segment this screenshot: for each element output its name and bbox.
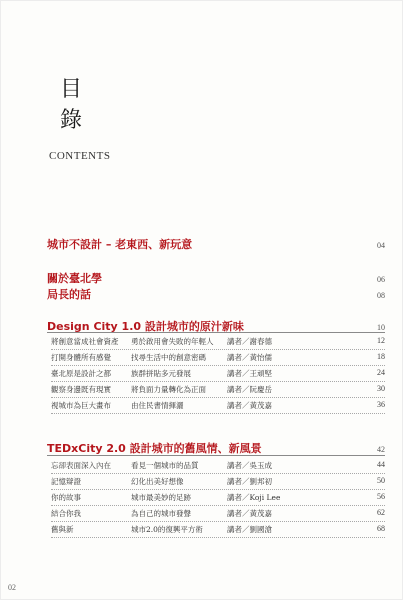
entry-speaker: 講者／謝春德 xyxy=(227,337,272,346)
entry-subtitle: 為自己的城市發聲 xyxy=(131,509,191,518)
dotted-leader xyxy=(51,521,385,522)
entry-page-number: 68 xyxy=(377,524,385,533)
section-page-number: 08 xyxy=(377,291,385,300)
entry-topic: 將創意當成社會資產 xyxy=(51,337,119,346)
toc-entry[interactable] xyxy=(51,476,385,490)
entry-speaker: 講者／黃怡儒 xyxy=(227,353,272,362)
entry-subtitle: 將負面力量轉化為正面 xyxy=(131,385,206,394)
entry-topic: 記憶辯證 xyxy=(51,477,81,486)
section-heading-director-words[interactable] xyxy=(47,286,385,302)
entry-speaker: 講者／劉邦初 xyxy=(227,477,272,486)
section-page-number: 04 xyxy=(377,241,385,250)
contents-label: CONTENTS xyxy=(49,150,111,162)
entry-page-number: 30 xyxy=(377,384,385,393)
dotted-leader xyxy=(51,473,385,474)
dotted-leader xyxy=(51,365,385,366)
section-divider xyxy=(47,455,385,456)
section-page-number: 42 xyxy=(377,445,385,454)
dotted-leader xyxy=(51,505,385,506)
toc-entry[interactable] xyxy=(51,352,385,366)
entry-topic: 忘卻表面深入內在 xyxy=(51,461,111,470)
entry-page-number: 24 xyxy=(377,368,385,377)
section-page-number: 10 xyxy=(377,323,385,332)
toc-entry[interactable] xyxy=(51,368,385,382)
dotted-leader xyxy=(51,489,385,490)
toc-entry[interactable] xyxy=(51,508,385,522)
entry-speaker: 講者／黃茂嘉 xyxy=(227,509,272,518)
entry-subtitle: 城市2.0的復興平方術 xyxy=(131,525,203,534)
toc-entry[interactable] xyxy=(51,400,385,414)
dotted-leader xyxy=(51,413,385,414)
toc-entry[interactable] xyxy=(51,492,385,506)
entry-page-number: 44 xyxy=(377,460,385,469)
entry-page-number: 18 xyxy=(377,352,385,361)
dotted-leader xyxy=(51,397,385,398)
section-heading-taipei-studies[interactable] xyxy=(47,270,385,286)
entry-speaker: 講者／劉國滄 xyxy=(227,525,272,534)
toc-entry[interactable] xyxy=(51,460,385,474)
section-title: 城市不設計 – 老東西、新玩意 xyxy=(47,238,193,251)
entry-subtitle: 幻化出美好想像 xyxy=(131,477,184,486)
entry-speaker: 講者／阮慶岳 xyxy=(227,385,272,394)
entry-speaker: 講者／黃茂嘉 xyxy=(227,401,272,410)
section-title: Design City 1.0 設計城市的原汁新味 xyxy=(47,320,244,333)
section-title: 關於臺北學 xyxy=(47,272,102,285)
dotted-leader xyxy=(51,349,385,350)
section-divider xyxy=(47,332,385,333)
entry-subtitle: 勇於啟用會失敗的年輕人 xyxy=(131,337,214,346)
toc-entry[interactable] xyxy=(51,384,385,398)
entry-topic: 你的故事 xyxy=(51,493,81,502)
entry-speaker: 講者／王頑堅 xyxy=(227,369,272,378)
entry-page-number: 12 xyxy=(377,336,385,345)
section-page-number: 06 xyxy=(377,275,385,284)
entry-subtitle: 城市最美妙的足跡 xyxy=(131,493,191,502)
entry-topic: 打開身體所有感覺 xyxy=(51,353,111,362)
entry-topic: 舊與新 xyxy=(51,525,74,534)
entry-subtitle: 找尋生活中的創意密碼 xyxy=(131,353,206,362)
dotted-leader xyxy=(51,381,385,382)
toc-entry[interactable] xyxy=(51,336,385,350)
entry-subtitle: 由住民書情揮灑 xyxy=(131,401,184,410)
page-title-char-2: 錄 xyxy=(60,108,83,133)
entry-speaker: 講者／Koji Lee xyxy=(227,493,281,502)
section-heading-city-no-design[interactable] xyxy=(47,236,385,252)
entry-topic: 結合你我 xyxy=(51,509,81,518)
entry-page-number: 56 xyxy=(377,492,385,501)
dotted-leader xyxy=(51,537,385,538)
entry-topic: 視城市為巨大畫布 xyxy=(51,401,111,410)
entry-page-number: 50 xyxy=(377,476,385,485)
section-title: TEDxCity 2.0 設計城市的舊風情、新風景 xyxy=(47,442,262,455)
section-title: 局長的話 xyxy=(47,288,91,301)
entry-subtitle: 看見一個城市的品質 xyxy=(131,461,199,470)
entry-topic: 臺北原是設計之都 xyxy=(51,369,111,378)
entry-subtitle: 族群拼貼多元發展 xyxy=(131,369,191,378)
entry-page-number: 36 xyxy=(377,400,385,409)
page-folio-number: 02 xyxy=(8,583,16,592)
entry-page-number: 62 xyxy=(377,508,385,517)
entry-speaker: 講者／吳玉成 xyxy=(227,461,272,470)
page-title-char-1: 目 xyxy=(60,77,83,102)
toc-entry[interactable] xyxy=(51,524,385,538)
entry-topic: 觀察身邊既有現實 xyxy=(51,385,111,394)
section-heading-tedxcity[interactable] xyxy=(47,440,385,456)
